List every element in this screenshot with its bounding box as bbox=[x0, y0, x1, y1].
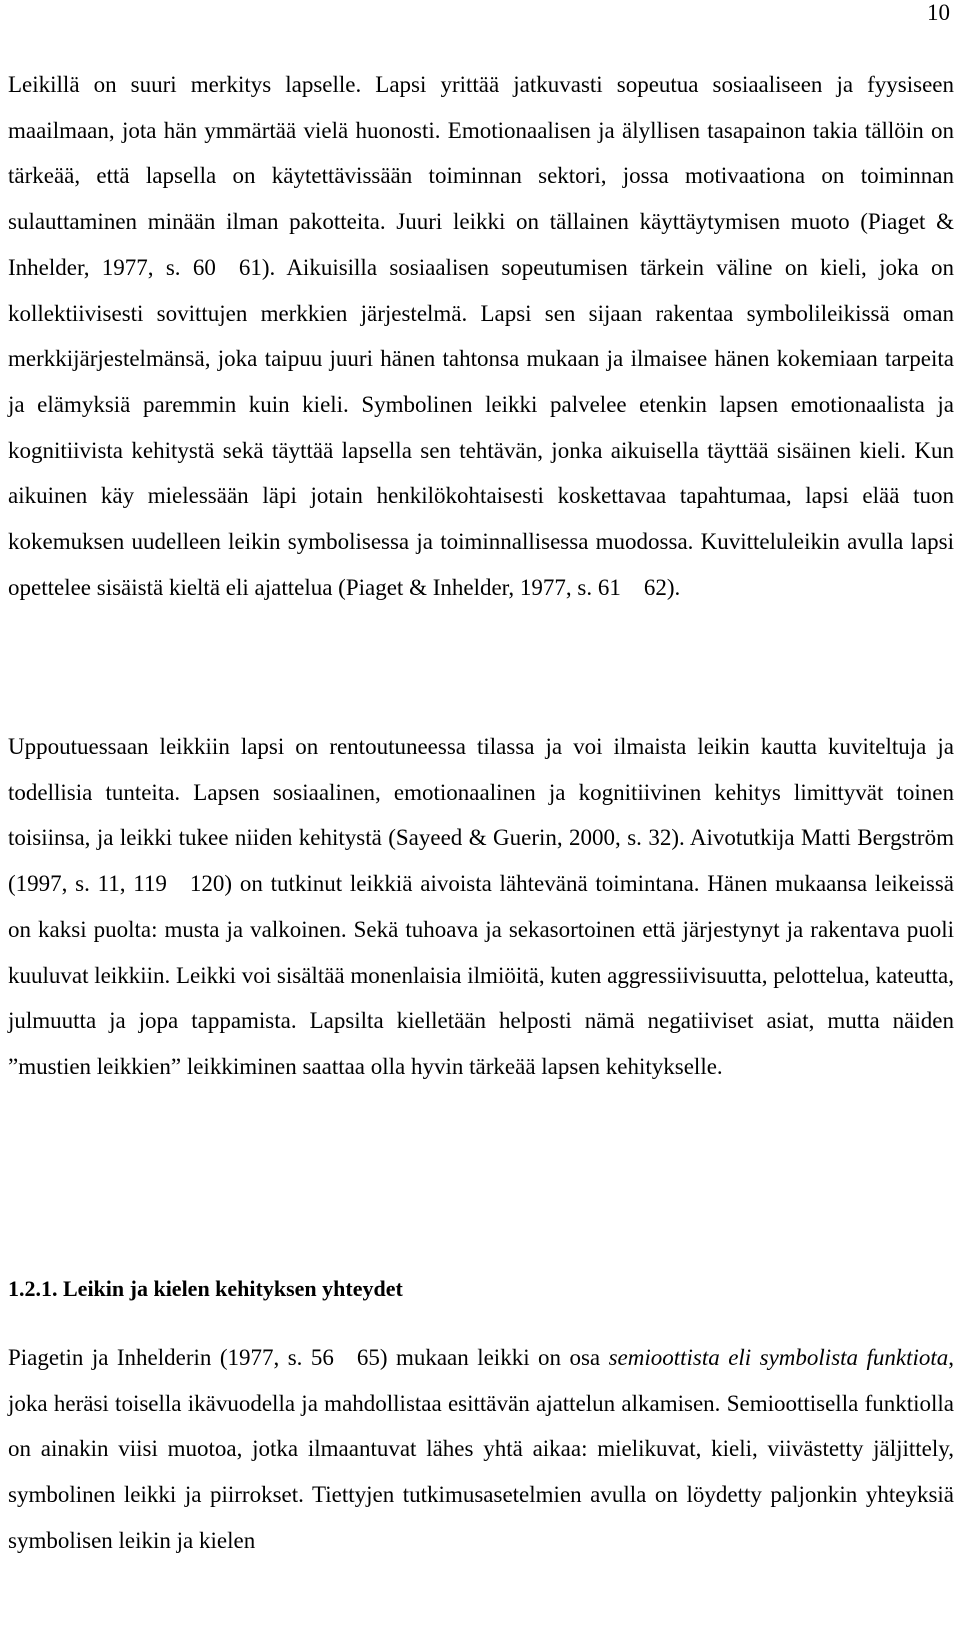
paragraph-text-start: Piagetin ja Inhelderin (1977, s. 56 65) mukaan leikki on osa bbox=[8, 1345, 609, 1370]
emphasized-term: semioottista eli symbolista funktiota bbox=[608, 1345, 949, 1370]
page-number: 10 bbox=[927, 0, 950, 25]
paragraph-play-significance: Leikillä on suuri merkitys lapselle. Lapsi yrittää jatkuvasti sopeutua sosiaaliseen ja fyysiseen maailmaan, jota hän ymmärtää vielä huonosti. Emotionaalisen ja älyllisen tasapainon takia tällöin on tärkeää, että lapsella on käytettävissään toiminnan sektori, jossa motivaationa on toiminnan sulauttaminen minään ilman pakotteita. Juuri leikki on tällainen käyttäytymisen muoto (Piaget & Inhelder, 1977, s. 60 61). Aikuisilla sosiaalisen sopeutumisen tärkein väline on kieli, joka on kollektiivisesti sovittujen merkkien järjestelmä. Lapsi sen sijaan rakentaa symbolileikissä oman merkkijärjestelmänsä, joka taipuu juuri hänen tahtonsa mukaan ja ilmaisee hänen kokemiaan tarpeita ja elämyksiä paremmin kuin kieli. Symbolinen leikki palvelee etenkin lapsen emotionaalista ja kognitiivista kehitystä sekä täyttää lapsella sen tehtävän, jonka aikuisella täyttää sisäinen kieli. Kun aikuinen käy mielessään läpi jotain henkilökohtaisesti koskettavaa tapahtumaa, lapsi elää tuon kokemuksen uudelleen leikin symbolisessa ja toiminnallisessa muodossa. Kuvitteluleikin avulla lapsi opettelee sisäistä kieltä eli ajattelua (Piaget & Inhelder, 1977, s. 61 62). bbox=[8, 72, 954, 600]
paragraph-text-end: , joka heräsi toisella ikävuodella ja mahdollistaa esittävän ajattelun alkamisen. Semioottisella funktiolla on ainakin viisi muotoa, jotka ilmaantuvat lähes yhtä aikaa: mielikuvat, kieli, viivästetty jäljittely, symbolinen leikki ja piirrokset. Tiettyjen tutkimusasetelmien avulla on löydetty paljonkin yhteyksiä symbolisen leikin ja kielen bbox=[8, 1345, 955, 1553]
section-heading: 1.2.1. Leikin ja kielen kehityksen yhteydet bbox=[8, 1276, 403, 1301]
paragraph-play-immersion: Uppoutuessaan leikkiin lapsi on rentoutuneessa tilassa ja voi ilmaista leikin kautta kuviteltuja ja todellisia tunteita. Lapsen sosiaalinen, emotionaalinen ja kognitiivinen kehitys limittyvät toinen toisiinsa, ja leikki tukee niiden kehitystä (Sayeed & Guerin, 2000, s. 32). Aivotutkija Matti Bergström (1997, s. 11, 119 120) on tutkinut leikkiä aivoista lähtevänä toimintana. Hänen mukaansa leikeissä on kaksi puolta: musta ja valkoinen. Sekä tuhoava ja sekasortoinen että järjestynyt ja rakentava puoli kuuluvat leikkiin. Leikki voi sisältää monenlaisia ilmiöitä, kuten aggressiivisuutta, pelottelua, kateutta, julmuutta ja jopa tappamista. Lapsilta kielletään helposti nämä negatiiviset asiat, mutta näiden ”mustien leikkien” leikkiminen saattaa olla hyvin tärkeää lapsen kehitykselle. bbox=[8, 734, 954, 1079]
paragraph-semiotic-function bbox=[8, 1335, 954, 1564]
